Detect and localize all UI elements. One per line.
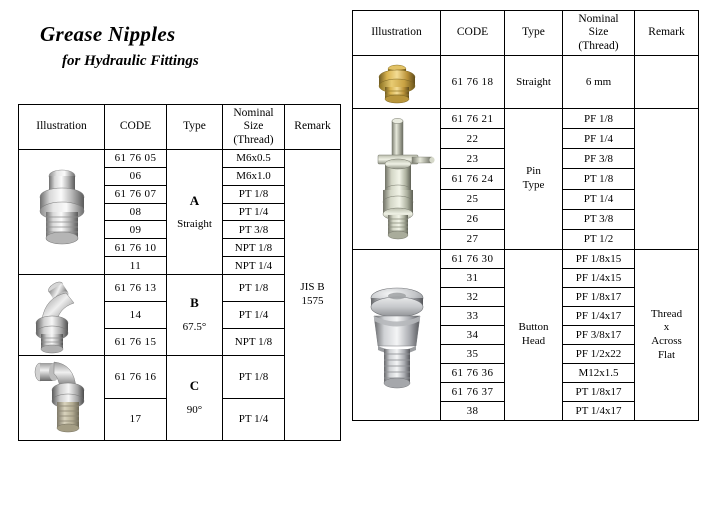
header-remark: Remark [285, 105, 341, 150]
cell-code: 22 [441, 129, 505, 149]
cell-code: 09 [105, 221, 167, 239]
cell-code: 61 76 36 [441, 364, 505, 383]
cell-size: PT 1/2 [563, 229, 635, 249]
cell-size: PF 1/2x22 [563, 345, 635, 364]
cell-code: 26 [441, 209, 505, 229]
cell-size: PT 1/8 [223, 356, 285, 399]
type-desc: 67.5° [182, 321, 207, 334]
cell-code: 32 [441, 288, 505, 307]
cell-size: PT 1/4 [563, 189, 635, 209]
illustration-straight-nipple [19, 150, 105, 275]
title-subtitle: for Hydraulic Fittings [62, 53, 199, 69]
cell-size: PF 3/8 [563, 149, 635, 169]
cell-size: PF 1/4x17 [563, 307, 635, 326]
remark-line3: Across [651, 335, 682, 347]
cell-code: 61 76 07 [105, 185, 167, 203]
header-size-line3: (Thread) [578, 39, 619, 52]
angled-90-grease-nipple-art [20, 356, 104, 440]
cell-code: 61 76 05 [105, 150, 167, 168]
cell-size: PT 1/8 [223, 275, 285, 302]
illustration-button-head-nipple [353, 250, 441, 421]
cell-remark [635, 56, 699, 109]
cell-size: PF 1/4 [563, 129, 635, 149]
cell-code: 14 [105, 302, 167, 329]
remark-line2: x [663, 321, 670, 334]
cell-size: M6x1.0 [223, 167, 285, 185]
cell-type [505, 250, 563, 421]
cell-remark [285, 150, 341, 441]
pin-type-nipple-art [354, 109, 440, 249]
cell-size: PT 1/8 [223, 185, 285, 203]
cell-size: PF 1/8 [563, 109, 635, 129]
header-size-line1: Nominal [233, 107, 274, 120]
remark-line4: Flat [657, 348, 676, 361]
table-header-row [353, 11, 699, 56]
type-letter: B [190, 295, 199, 310]
cell-size: M12x1.5 [563, 364, 635, 383]
page-title [40, 22, 330, 70]
cell-code: 23 [441, 149, 505, 169]
illustration-angled-90-nipple [19, 356, 105, 441]
table-row [353, 250, 699, 269]
button-head-nipple-art [354, 250, 440, 420]
header-size-line1: Nominal [578, 13, 619, 26]
cell-size: PF 1/8x17 [563, 288, 635, 307]
angled-67-grease-nipple-art [20, 275, 104, 355]
cell-code: 61 76 37 [441, 383, 505, 402]
table-row [353, 56, 699, 109]
left-spec-table [18, 104, 341, 441]
cell-code: 61 76 24 [441, 169, 505, 189]
type-line2: Head [521, 335, 546, 347]
right-spec-table [352, 10, 699, 421]
remark-line1: JIS B [300, 281, 325, 294]
cell-size: PT 3/8 [563, 209, 635, 229]
table-row [19, 150, 341, 168]
header-size-line2: Size [243, 120, 264, 133]
cell-size: PF 1/8x15 [563, 250, 635, 269]
cell-code: 08 [105, 203, 167, 221]
cell-code: 61 76 30 [441, 250, 505, 269]
header-type: Type [505, 11, 563, 56]
cell-type [167, 150, 223, 275]
cell-code: 31 [441, 269, 505, 288]
cell-remark [635, 109, 699, 250]
title-main: Grease Nipples [40, 22, 176, 46]
cell-code: 17 [105, 398, 167, 441]
remark-line1: Thread [650, 307, 683, 320]
cell-code: 34 [441, 326, 505, 345]
header-size-line3: (Thread) [233, 133, 274, 146]
cell-type [167, 275, 223, 356]
header-illustration: Illustration [353, 11, 441, 56]
cell-size: PT 3/8 [223, 221, 285, 239]
header-type: Type [167, 105, 223, 150]
brass-straight-nipple-art [354, 57, 440, 107]
type-line1: Button [518, 321, 549, 334]
cell-type [167, 356, 223, 441]
straight-grease-nipple-art [20, 150, 104, 274]
header-code: CODE [105, 105, 167, 150]
cell-code: 38 [441, 402, 505, 421]
cell-size: PF 3/8x17 [563, 326, 635, 345]
cell-code: 35 [441, 345, 505, 364]
cell-code: 11 [105, 257, 167, 275]
cell-code: 25 [441, 189, 505, 209]
illustration-brass-straight-nipple [353, 56, 441, 109]
type-line2: Type [522, 179, 545, 191]
cell-size: M6x0.5 [223, 150, 285, 168]
illustration-pin-type-nipple [353, 109, 441, 250]
cell-code: 61 76 10 [105, 239, 167, 257]
cell-size: PT 1/4x17 [563, 402, 635, 421]
cell-size: PT 1/8 [563, 169, 635, 189]
header-nominal-size [563, 11, 635, 56]
cell-size: PF 1/4x15 [563, 269, 635, 288]
cell-code: 61 76 15 [105, 329, 167, 356]
cell-size: PT 1/4 [223, 203, 285, 221]
cell-size: NPT 1/8 [223, 239, 285, 257]
cell-size: PT 1/8x17 [563, 383, 635, 402]
cell-code: 06 [105, 167, 167, 185]
cell-code: 33 [441, 307, 505, 326]
cell-code: 61 76 18 [441, 56, 505, 109]
cell-code: 61 76 13 [105, 275, 167, 302]
header-illustration: Illustration [19, 105, 105, 150]
cell-code: 61 76 16 [105, 356, 167, 399]
cell-code: 61 76 21 [441, 109, 505, 129]
type-desc: Straight [177, 217, 212, 230]
illustration-angled-67-nipple [19, 275, 105, 356]
cell-size: PT 1/4 [223, 302, 285, 329]
cell-type: Straight [505, 56, 563, 109]
cell-remark [635, 250, 699, 421]
header-code: CODE [441, 11, 505, 56]
type-line1: Pin [526, 165, 541, 178]
type-desc: 90° [186, 404, 203, 417]
cell-code: 27 [441, 229, 505, 249]
cell-type [505, 109, 563, 250]
cell-size: 6 mm [563, 56, 635, 109]
header-size-line2: Size [588, 26, 609, 39]
remark-line2: 1575 [301, 295, 324, 307]
cell-size: NPT 1/4 [223, 257, 285, 275]
cell-size: PT 1/4 [223, 398, 285, 441]
table-header-row [19, 105, 341, 150]
cell-size: NPT 1/8 [223, 329, 285, 356]
type-letter: A [189, 192, 200, 208]
table-row [353, 109, 699, 129]
header-remark: Remark [635, 11, 699, 56]
type-letter: C [189, 378, 200, 393]
header-nominal-size [223, 105, 285, 150]
